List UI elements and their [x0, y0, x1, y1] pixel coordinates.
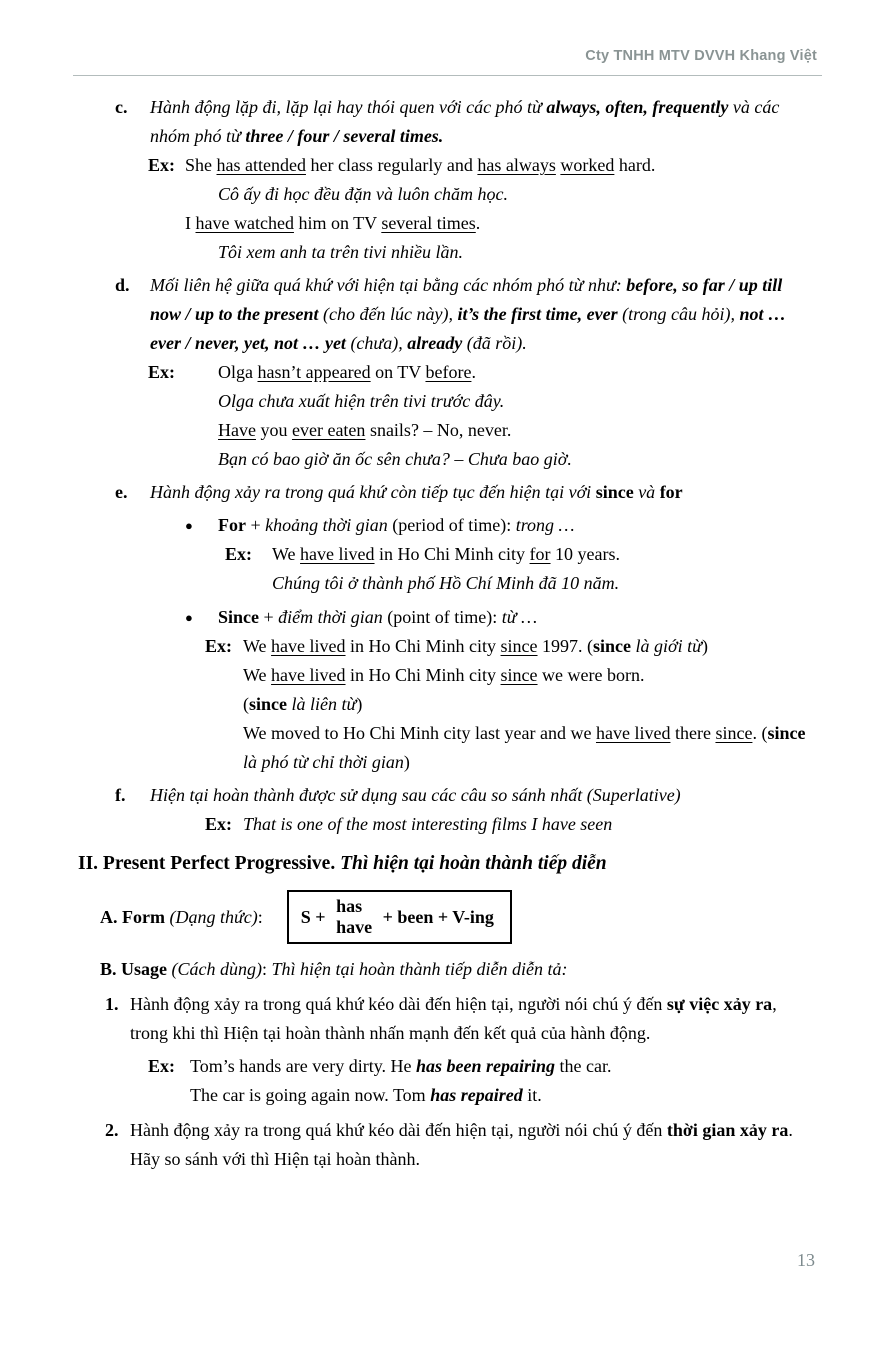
example-line [75, 416, 817, 445]
text-segment: since [767, 723, 806, 743]
form-heading [100, 907, 263, 928]
text-segment: ) [403, 752, 410, 772]
text-segment: have lived [271, 665, 346, 685]
text-segment: since [500, 636, 538, 656]
translation-line [75, 445, 817, 474]
section-heading [75, 847, 817, 881]
text-segment: thời gian xảy ra [666, 1120, 789, 1140]
text-segment: Hành động xảy ra trong quá khứ còn tiếp tục đến hiện tại với [150, 482, 596, 502]
text-segment: in Ho Chi Minh city [374, 544, 530, 564]
text-segment: since [595, 482, 634, 502]
item-label: 2. [105, 1120, 119, 1140]
text-segment: has been repairing [416, 1056, 556, 1076]
example-line [75, 540, 817, 569]
text-segment: + [245, 515, 266, 535]
form-box-aux-have: have [336, 917, 373, 937]
text-segment: khoảng thời gian [265, 515, 388, 535]
form-box-rest: + been + V-ing [378, 906, 494, 927]
text-segment: That is one of the most interesting films I have seen [243, 814, 613, 834]
text-segment: Hành động xảy ra trong quá khứ kéo dài đến hiện tại, người nói chú ý đến [130, 994, 667, 1014]
text-segment: trong … [515, 515, 575, 535]
item-d [75, 271, 817, 358]
item-label: e. [115, 482, 128, 502]
usage-heading [75, 955, 817, 984]
item-e [75, 478, 817, 507]
text-segment: since [593, 636, 632, 656]
text-segment: Chúng tôi ở thành phố Hồ Chí Minh đã 10 năm. [272, 573, 620, 593]
form-heading-label: A. Form [100, 906, 170, 927]
item-1 [75, 990, 817, 1048]
text-segment: We [243, 636, 272, 656]
text-segment: là liên từ [287, 694, 357, 714]
text-segment: Hiện tại hoàn thành được sử dụng sau các câu so sánh nhất (Superlative) [150, 785, 681, 805]
example-line [75, 151, 817, 180]
text-segment: ) [701, 636, 708, 656]
text-segment: (Cách dùng) [171, 959, 262, 979]
item-c [75, 93, 817, 151]
translation-line [75, 387, 817, 416]
item-label: Ex: [148, 155, 175, 175]
item-label: Ex: [148, 362, 175, 382]
text-segment: ) [356, 694, 363, 714]
text-segment: have lived [271, 636, 346, 656]
bullet-since [75, 603, 817, 632]
text-segment: snails? – No, never. [365, 420, 512, 440]
text-segment: điểm thời gian [278, 607, 383, 627]
text-segment: Hành động lặp đi, lặp lại hay thói quen với các phó từ [150, 97, 547, 117]
text-segment: ( [243, 694, 249, 714]
text-segment: Have [218, 420, 256, 440]
form-heading-colon: : [257, 906, 263, 927]
text-segment: Bạn có bao giờ ăn ốc sên chưa? – Chưa bao giờ. [218, 449, 572, 469]
form-section-line [75, 890, 817, 944]
text-segment: We moved to Ho Chi Minh city last year and we [243, 723, 596, 743]
text-segment: has always [477, 155, 556, 175]
text-segment: . [475, 213, 481, 233]
text-segment: Thì hiện tại hoàn thành tiếp diễn diễn tả: [271, 959, 568, 979]
text-segment: already [407, 333, 467, 353]
text-segment: 10 years. [550, 544, 621, 564]
text-segment: She [185, 155, 217, 175]
text-segment: has attended [216, 155, 306, 175]
text-segment: Tôi xem anh ta trên tivi nhiều lần. [218, 242, 463, 262]
text-segment: . Hãy so sánh với thì Hiện tại hoàn thành. [130, 1120, 793, 1169]
text-segment: in Ho Chi Minh city [345, 665, 501, 685]
text-segment: we were born. [537, 665, 645, 685]
item-label: c. [115, 97, 128, 117]
text-segment: và [633, 482, 660, 502]
text-segment: Since [218, 607, 260, 627]
text-segment: worked [560, 155, 615, 175]
blocks-after-form [75, 955, 817, 1174]
text-segment: For [218, 515, 246, 535]
translation-line [75, 238, 817, 267]
item-label: Ex: [225, 544, 252, 564]
blocks-before-form [75, 93, 817, 881]
text-segment: : [261, 959, 272, 979]
text-segment: là phó từ chỉ thời gian [243, 752, 404, 772]
header-company: Cty TNHH MTV DVVH Khang Việt [585, 48, 817, 64]
form-box-subject: S + [300, 906, 331, 927]
text-segment: Hành động xảy ra trong quá khứ kéo dài đến hiện tại, người nói chú ý đến [130, 1120, 667, 1140]
text-segment: hasn’t appeared [257, 362, 371, 382]
example-line [75, 358, 817, 387]
text-segment: has repaired [430, 1085, 523, 1105]
text-segment: + [259, 607, 279, 627]
form-box-aux-has: has [336, 896, 363, 916]
text-segment: several times [381, 213, 476, 233]
text-segment: We [243, 665, 272, 685]
text-segment: always, often, frequently [546, 97, 729, 117]
text-segment: ever eaten [291, 420, 366, 440]
text-segment: three / four / several times. [245, 126, 444, 146]
text-segment: have lived [300, 544, 375, 564]
example-line [75, 661, 817, 690]
text-segment: Mối liên hệ giữa quá khứ với hiện tại bằng các nhóm phó từ như: [150, 275, 627, 295]
text-segment: not … ever / never, yet, not … yet [150, 304, 786, 353]
text-segment: in Ho Chi Minh city [345, 636, 501, 656]
text-segment: We [272, 544, 301, 564]
text-segment: là giới từ [631, 636, 702, 656]
translation-line [75, 180, 817, 209]
text-segment: there [670, 723, 716, 743]
text-segment: have watched [195, 213, 294, 233]
text-segment: since [249, 694, 287, 714]
text-segment: Olga chưa xuất hiện trên tivi trước đây. [218, 391, 505, 411]
text-segment: before, so far / up till now / up to the present [150, 275, 783, 324]
text-segment: for [529, 544, 551, 564]
text-segment: (point of time): [382, 607, 502, 627]
item-f [75, 781, 817, 810]
header-rule [73, 75, 822, 76]
item-label: 1. [105, 994, 119, 1014]
text-segment: on TV [370, 362, 426, 382]
example-line [75, 719, 817, 777]
text-segment: , trong khi thì Hiện tại hoàn thành nhấn mạnh đến kết quả của hành động. [130, 994, 777, 1043]
text-segment: Tom’s hands are very dirty. He [190, 1056, 417, 1076]
text-segment: từ … [501, 607, 538, 627]
text-segment: since [715, 723, 753, 743]
text-segment: . ( [752, 723, 768, 743]
text-segment: since [500, 665, 538, 685]
item-label: d. [115, 275, 130, 295]
example-line [75, 1081, 817, 1110]
text-segment: (đã rồi). [466, 333, 527, 353]
example-line [75, 632, 817, 661]
text-segment: và các nhóm phó từ [150, 97, 780, 146]
text-segment: The car is going again now. Tom [190, 1085, 431, 1105]
text-segment: I [185, 213, 196, 233]
form-heading-vi: (Dạng thức) [169, 906, 258, 927]
text-segment: her class regularly and [305, 155, 478, 175]
item-label: Ex: [205, 814, 232, 834]
bullet-for [75, 511, 817, 540]
text-segment: it. [522, 1085, 542, 1105]
text-segment: Thì hiện tại hoàn thành tiếp diễn [340, 853, 607, 874]
text-segment: have lived [595, 723, 671, 743]
text-segment: you [255, 420, 292, 440]
translation-line [75, 569, 817, 598]
example-line [75, 810, 817, 839]
text-segment: Olga [218, 362, 258, 382]
text-segment: him on TV [293, 213, 382, 233]
text-segment: for [659, 482, 683, 502]
text-segment: sự việc xảy ra [666, 994, 773, 1014]
text-segment: before [425, 362, 472, 382]
text-segment: the car. [555, 1056, 612, 1076]
text-segment: it’s the first time, ever [457, 304, 623, 324]
text-segment: B. Usage [100, 959, 172, 979]
item-label: Ex: [205, 636, 232, 656]
document-body [75, 93, 817, 1174]
item-label: Ex: [148, 1056, 175, 1076]
text-segment: II. Present Perfect Progressive. [78, 853, 341, 874]
item-label: ● [185, 610, 193, 625]
form-box-aux-stack [336, 896, 372, 938]
text-segment: (period of time): [387, 515, 516, 535]
text-segment: Cô ấy đi học đều đặn và luôn chăm học. [218, 184, 508, 204]
item-label: f. [115, 785, 126, 805]
page-number: 13 [797, 1250, 815, 1270]
text-segment: 1997. ( [537, 636, 594, 656]
text-segment: (cho đến lúc này), [323, 304, 458, 324]
item-2 [75, 1116, 817, 1174]
form-box [287, 890, 512, 944]
text-segment: . [471, 362, 476, 382]
example-line [75, 690, 817, 719]
example-line [75, 209, 817, 238]
text-segment: (chưa), [350, 333, 408, 353]
text-segment: hard. [614, 155, 656, 175]
text-segment: (trong câu hỏi), [622, 304, 740, 324]
item-label: ● [185, 518, 193, 533]
example-line [75, 1052, 817, 1081]
